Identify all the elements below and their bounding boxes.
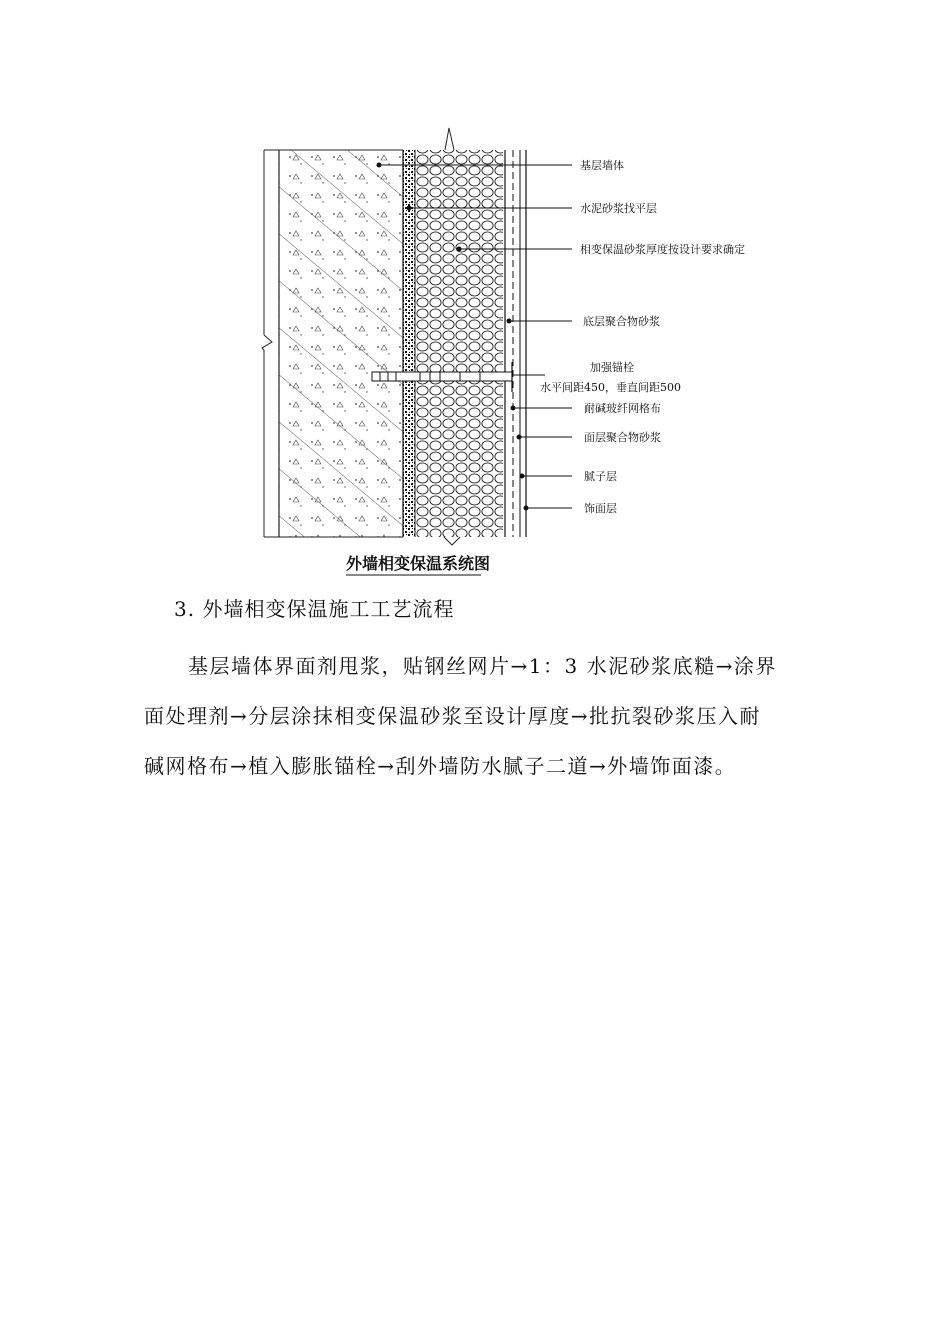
paragraph-line-2: 面处理剂→分层涂抹相变保温砂浆至设计厚度→批抗裂砂浆压入耐 [144, 704, 762, 728]
insulation-layer [415, 128, 503, 545]
paragraph-line-3: 碱网格布→植入膨胀锚栓→刮外墙防水腻子二道→外墙饰面漆。 [144, 754, 737, 778]
label-putty-layer: 腻子层 [584, 470, 617, 483]
label-anchor-spacing: 水平间距450，垂直间距500 [540, 381, 681, 394]
label-fiberglass-mesh: 耐碱玻纤网格布 [584, 402, 661, 415]
label-anchor-bolt: 加强锚栓 [590, 361, 634, 374]
label-base-wall: 基层墙体 [580, 159, 624, 172]
label-surface-polymer-mortar: 面层聚合物砂浆 [584, 431, 661, 444]
label-base-polymer-mortar: 底层聚合物砂浆 [583, 315, 660, 328]
base-wall [262, 150, 403, 537]
figure-caption: 外墙相变保温系统图 [346, 554, 491, 573]
wall-insulation-diagram [0, 0, 950, 600]
label-insulation-mortar: 相变保温砂浆厚度按设计要求确定 [580, 243, 745, 256]
label-finish-layer: 饰面层 [584, 502, 617, 515]
paragraph-line-1: 基层墙体界面剂甩浆，贴钢丝网片→1：3 水泥砂浆底糙→涂界 [188, 654, 777, 678]
section-heading: 3. 外墙相变保温施工工艺流程 [174, 597, 455, 621]
label-leveling-layer: 水泥砂浆找平层 [580, 202, 657, 215]
